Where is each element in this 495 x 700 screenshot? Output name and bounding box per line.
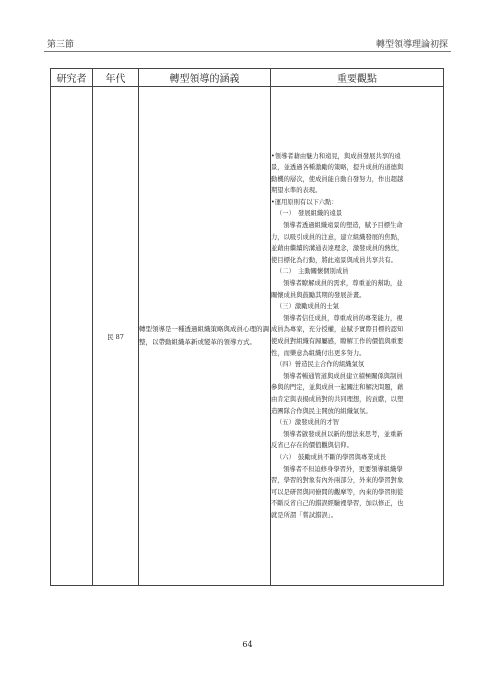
running-title: 轉型領導理論初探 xyxy=(375,40,448,50)
section-heading: （五）激發成員的才智 xyxy=(276,419,339,427)
text-line: •領導者藉由魅力和遠見，與成員發展共享的遠 xyxy=(271,152,401,160)
text-line: 景，並透過各種激勵的策略，提升成員的道德與 xyxy=(271,164,404,172)
section-heading: （二） 主動關懷個別成員 xyxy=(276,268,349,276)
text-line: 力，以吸引成員的注意，建立組織發展的焦點， xyxy=(271,233,404,241)
text-line: 使成員對組織有歸屬感，瞭解工作的價值與重要 xyxy=(271,338,404,345)
text-line: 參與的門定，並與成員一起關注和解決問題，藉 xyxy=(271,384,404,392)
section-heading: （三）激勵成員的士氣 xyxy=(276,303,339,311)
text-line: 由肯定與表揚成員對的共同理想，的貢獻，以塑 xyxy=(271,395,404,403)
text-line: 不斷反省自己的錯誤經驗裡學習，加以修正，也 xyxy=(271,500,404,508)
col-header-connotation: 轉型領導的涵義 xyxy=(139,69,271,87)
text-line: 期望水準的表現。 xyxy=(271,187,322,195)
cell-connotation: 轉型領導是一種透過組織策略與成員心理的調整，以帶動組織革新或變革的領導方式。 xyxy=(139,87,271,586)
text-line: 領導者暢通管道與成員建立積極關係與制員 xyxy=(283,372,403,380)
col-header-key-points: 重要觀點 xyxy=(271,69,444,87)
section-heading: （四）營造民主合作的組織氣氛 xyxy=(276,361,365,369)
table-row xyxy=(51,87,444,586)
text-line: 可以是研習與同僚間的觀摩等，內來的學習則從 xyxy=(271,488,404,496)
chapter-label: 第三節 xyxy=(47,40,75,50)
cell-key-points xyxy=(271,87,444,586)
text-line: 成員為專家，充分授權，並賦予實際目標的認知 xyxy=(271,326,404,334)
text-line: 領導者信任成員，尊重成員的專業能力，視 xyxy=(283,314,403,322)
table-header-row xyxy=(51,69,444,87)
text-line: 動機的層次，使成員能自動自發努力，作出超越 xyxy=(271,175,404,183)
text-line: 就是所謂「嘗試錯誤」。 xyxy=(271,511,338,519)
cell-researcher xyxy=(51,87,93,586)
literature-table xyxy=(50,68,444,586)
text-line: 並藉由繼續的溝通表達理念，激發成員的熱忱， xyxy=(271,245,404,253)
key-points-list xyxy=(271,151,443,522)
text-line: 使目標化為行動，將此遠景與成員共享共有。 xyxy=(271,256,397,264)
text-line: 領導者透過組織遠景的塑造，賦予目標生命 xyxy=(283,222,403,230)
text-line: 關懷成員與鼓勵其期的發展計畫。 xyxy=(271,291,366,299)
text-line: 領導者不但迫修身學習外，更要領導組織學 xyxy=(283,465,403,473)
text-line: 領導者啟發成員以新的想法來思考，並重新 xyxy=(283,430,403,438)
text-line: •運用原則有以下六點： xyxy=(271,198,338,206)
section-heading: （六） 鼓勵成員不斷的學習與專業成長 xyxy=(276,453,387,461)
text-line: 習，學習的對象有內外兩部分，外來的學習對象 xyxy=(271,477,404,485)
text-line: 領導者瞭解成員的需求，尊重並的幫助，並 xyxy=(283,280,403,288)
text-line: 反省已存在的價值觀與信仰。 xyxy=(271,442,353,450)
text-line: 性，而樂意為組織付出更多努力。 xyxy=(271,349,366,357)
text-line: 造團隊合作與民主開放的組織氣氛。 xyxy=(271,407,372,415)
cell-year: 民 87 xyxy=(93,87,139,586)
header-rule xyxy=(44,51,451,52)
col-header-researcher: 研究者 xyxy=(51,69,93,87)
page-number: 64 xyxy=(242,640,253,649)
col-header-year: 年代 xyxy=(93,69,139,87)
section-heading: （一） 發展組織的遠景 xyxy=(276,210,343,218)
